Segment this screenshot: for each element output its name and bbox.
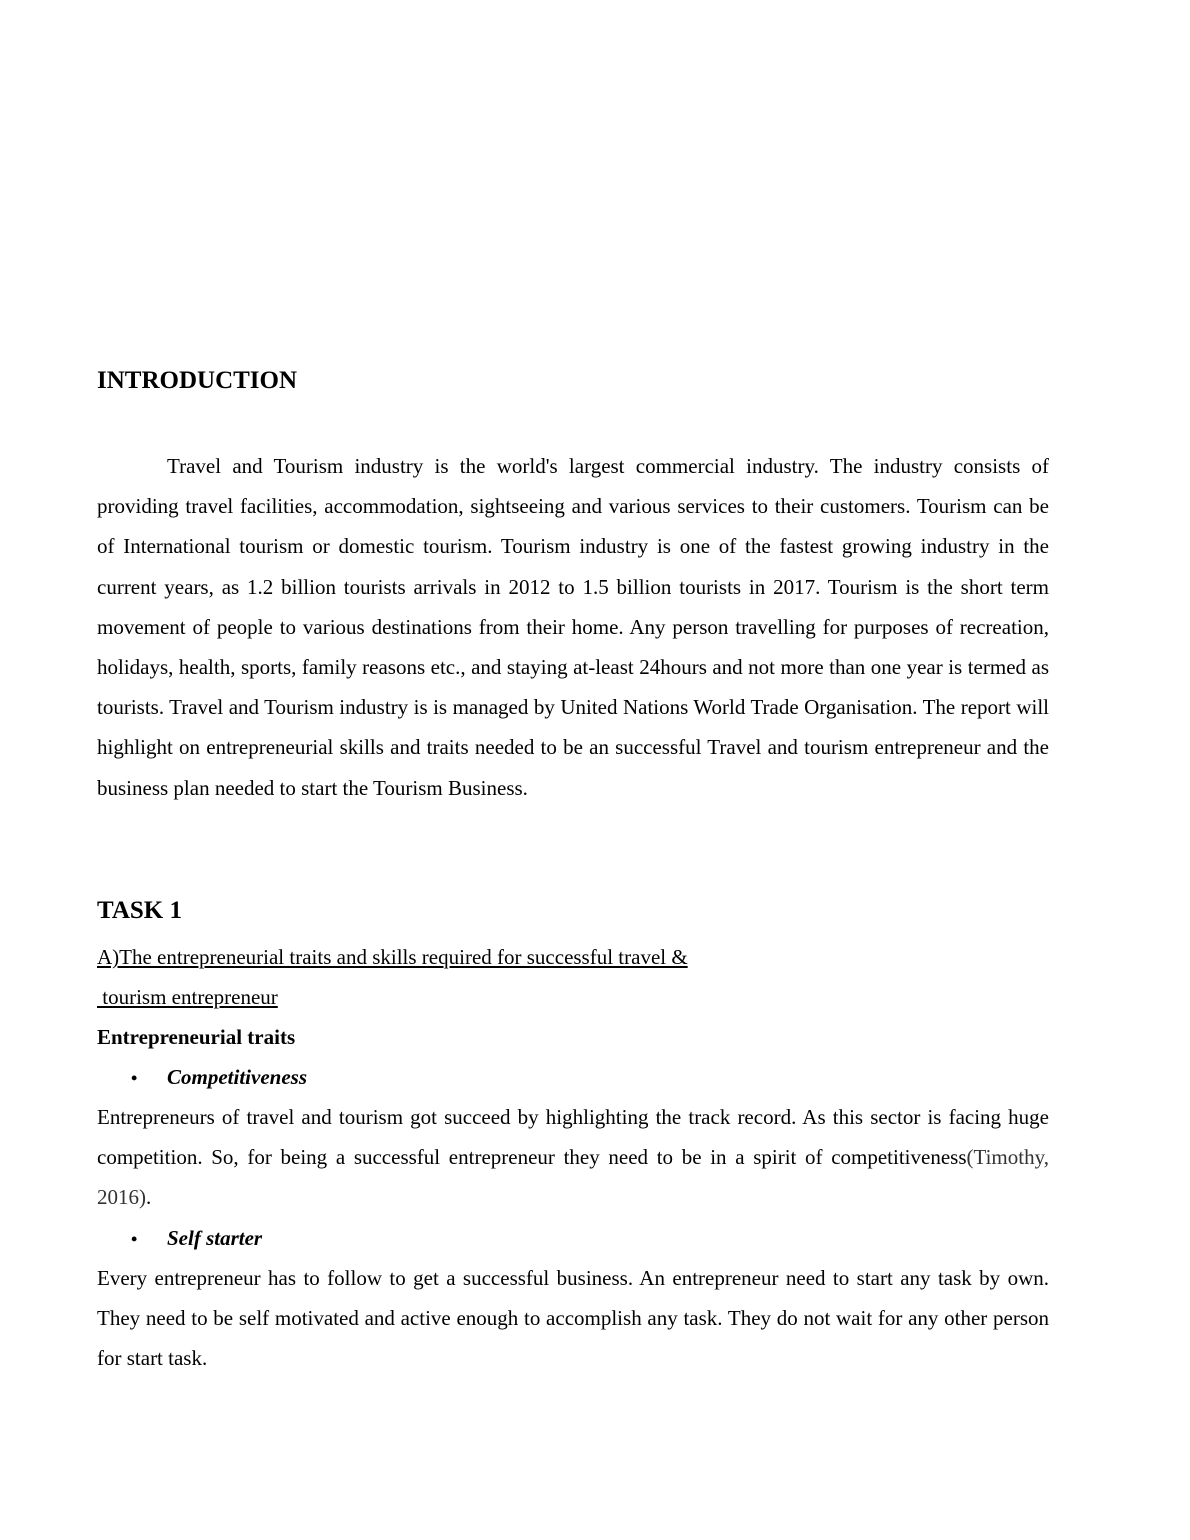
task1-heading: TASK 1 [97,897,182,924]
competitiveness-paragraph [97,1097,1049,1218]
competitiveness-end: . [146,1185,152,1210]
bullet-competitiveness [131,1057,307,1098]
bullet-dot-icon: • [131,1068,138,1088]
traits-heading: Entrepreneurial traits [97,1025,296,1049]
bullet-dot-icon: • [131,1229,138,1249]
bullet-competitiveness-title: Competitiveness [167,1065,307,1089]
task1-subheading-line1: A)The entrepreneurial traits and skills required for successful travel & [97,945,688,969]
bullet-self-starter [131,1218,262,1259]
task1-subheading-line2: tourism entrepreneur [97,985,278,1010]
introduction-heading: INTRODUCTION [97,367,298,394]
bullet-self-starter-title: Self starter [167,1226,263,1250]
self-starter-paragraph: Every entrepreneur has to follow to get a successful business. An entrepreneur need to start any task by own. They need to be self motivated and active enough to accomplish any task. They do not wait for any other person for start task. [97,1266,1049,1371]
competitiveness-citation: (Timothy, 2016) [97,1145,1049,1210]
competitiveness-text: Entrepreneurs of travel and tourism got succeed by highlighting the track record. As this sector is facing huge competition. So, for being a successful entrepreneur they need to be in a spirit of competitiveness [97,1105,1049,1170]
task1-subheading [97,937,1049,1017]
introduction-paragraph: Travel and Tourism industry is the world's largest commercial industry. The industry consists of providing travel facilities, accommodation, sightseeing and various services to their customers. Tourism can be of International tourism or domestic tourism. Tourism industry is one of the fastest growing industry in the current years, as 1.2 billion tourists arrivals in 2012 to 1.5 billion tourists in 2017. Tourism is the short term movement of people to various destinations from their home. Any person travelling for purposes of recreation, holidays, health, sports, family reasons etc., and staying at-least 24hours and not more than one year is termed as tourists. Travel and Tourism industry is is managed by United Nations World Trade Organisation. The report will highlight on entrepreneurial skills and traits needed to be an successful Travel and tourism entrepreneur and the business plan needed to start the Tourism Business. [97,454,1049,800]
